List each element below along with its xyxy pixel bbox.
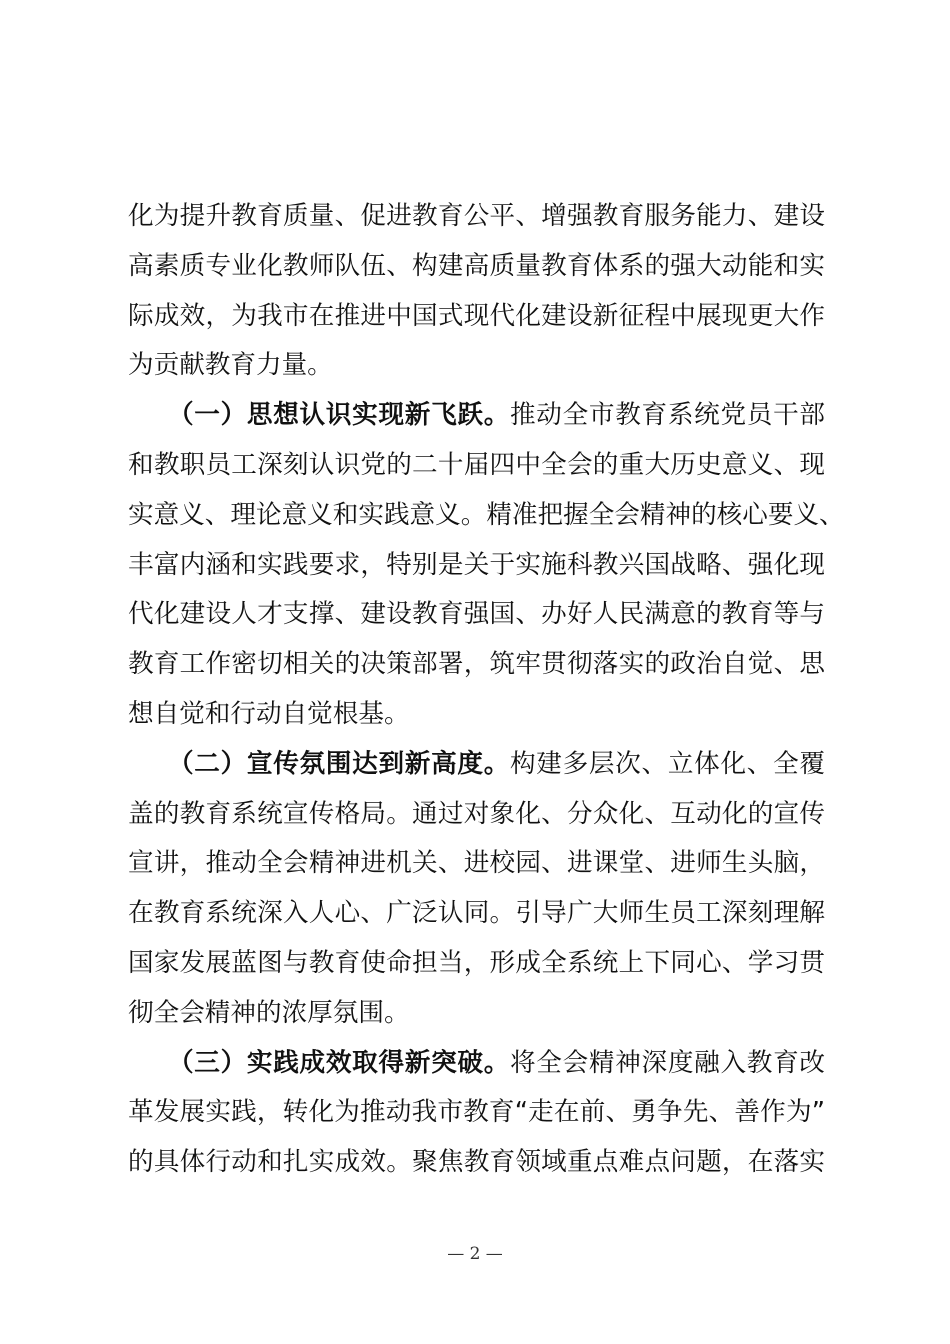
text-line: 彻全会精神的浓厚氛围。: [128, 997, 410, 1028]
text-line: 丰富内涵和实践要求，特别是关于实施科教兴国战略、强化现: [128, 549, 825, 580]
text-line: 化为提升教育质量、促进教育公平、增强教育服务能力、建设: [128, 201, 825, 231]
document-body: [128, 192, 845, 1188]
section-heading: （一）思想认识实现新飞跃。: [168, 400, 510, 431]
text-line: 宣讲，推动全会精神进机关、进校园、进课堂、进师生头脑，: [128, 848, 825, 879]
paragraph-intro: [128, 192, 825, 391]
text-line: [128, 1039, 825, 1089]
text-line: [128, 391, 825, 441]
text-line: 革发展实践，转化为推动我市教育“走在前、勇争先、善作为”: [128, 1097, 825, 1128]
section-heading: （三）实践成效取得新突破。: [168, 1047, 510, 1078]
text-line: 代化建设人才支撑、建设教育强国、办好人民满意的教育等与: [128, 599, 825, 630]
text-line: 的具体行动和扎实成效。聚焦教育领域重点难点问题，在落实: [128, 1147, 825, 1178]
text-line: 国家发展蓝图与教育使命担当，形成全系统上下同心、学习贯: [128, 947, 825, 978]
text-span: 将全会精神深度融入教育改: [510, 1047, 825, 1078]
text-line: 为贡献教育力量。: [128, 350, 333, 381]
text-line: 实意义、理论意义和实践意义。精准把握全会精神的核心要义、: [128, 499, 845, 530]
text-line: [128, 740, 825, 790]
text-line: 际成效，为我市在推进中国式现代化建设新征程中展现更大作: [128, 300, 825, 331]
page-number: — 2 —: [447, 1244, 503, 1264]
text-line: 高素质专业化教师队伍、构建高质量教育体系的强大动能和实: [128, 250, 825, 281]
paragraph-section-2: [128, 740, 825, 1039]
text-line: 教育工作密切相关的决策部署，筑牢贯彻落实的政治自觉、思: [128, 649, 825, 680]
paragraph-section-3: [128, 1039, 825, 1188]
text-line: 盖的教育系统宣传格局。通过对象化、分众化、互动化的宣传: [128, 798, 825, 829]
section-heading: （二）宣传氛围达到新高度。: [168, 748, 510, 779]
paragraph-section-1: [128, 391, 845, 740]
text-line: 想自觉和行动自觉根基。: [128, 698, 410, 729]
text-line: 在教育系统深入人心、广泛认同。引导广大师生员工深刻理解: [128, 898, 825, 929]
text-span: 构建多层次、立体化、全覆: [510, 748, 825, 779]
text-span: 推动全市教育系统党员干部: [510, 400, 825, 431]
text-line: 和教职员工深刻认识党的二十届四中全会的重大历史意义、现: [128, 449, 825, 480]
